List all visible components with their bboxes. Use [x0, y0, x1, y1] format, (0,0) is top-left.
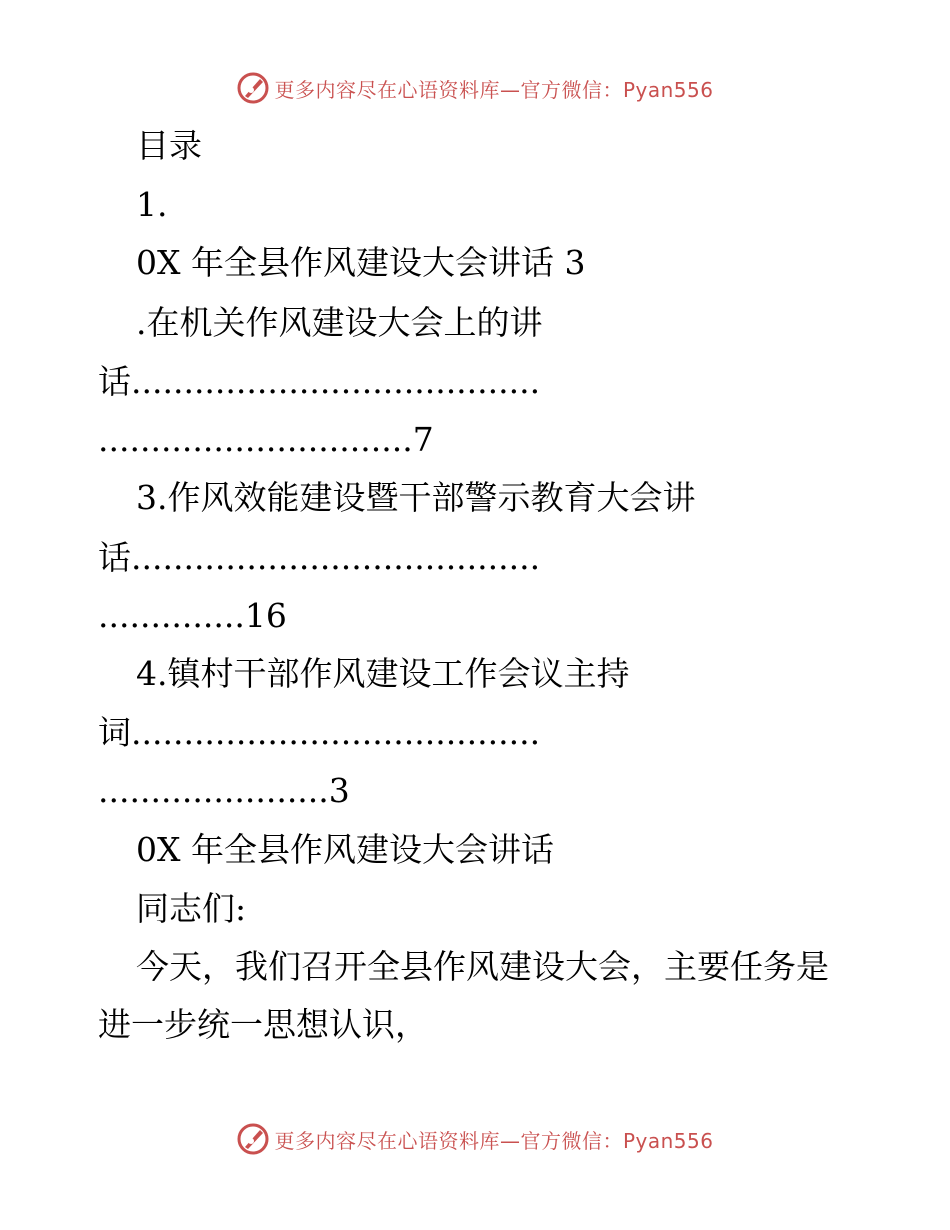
salutation: 同志们:: [136, 889, 247, 928]
body-paragraph-line-2: 进一步统一思想认识，: [98, 1005, 428, 1044]
watermark-text: 更多内容尽在心语资料库—官方微信：Pyan556: [274, 1128, 714, 1153]
toc-item-2-page: ..............................7: [98, 420, 434, 459]
watermark-header: [0, 71, 950, 105]
watermark-text: 更多内容尽在心语资料库—官方微信：Pyan556: [274, 77, 714, 102]
watermark-footer: [0, 1122, 950, 1156]
toc-item-3-page: ..............16: [98, 596, 287, 635]
toc-item-3-title: 3.作风效能建设暨干部警示教育大会讲: [136, 478, 696, 517]
toc-item-1-title: 0X 年全县作风建设大会讲话 3: [136, 243, 586, 282]
toc-item-2-title: .在机关作风建设大会上的讲: [136, 303, 543, 342]
toc-title: 目录: [136, 126, 202, 165]
quill-logo-icon: [236, 71, 270, 105]
toc-item-2-leader: 话.......................................: [98, 362, 541, 401]
toc-item-3-leader: 话.......................................: [98, 538, 541, 577]
section-heading: 0X 年全县作风建设大会讲话: [136, 830, 554, 869]
toc-item-4-page: ......................3: [98, 771, 350, 810]
toc-item-4-title: 4.镇村干部作风建设工作会议主持: [136, 654, 630, 693]
quill-logo-icon: [236, 1122, 270, 1156]
toc-item-4-leader: 词.......................................: [98, 713, 541, 752]
body-paragraph-line-1: 今天，我们召开全县作风建设大会，主要任务是: [136, 947, 829, 986]
toc-item-1-number: 1.: [136, 185, 168, 224]
